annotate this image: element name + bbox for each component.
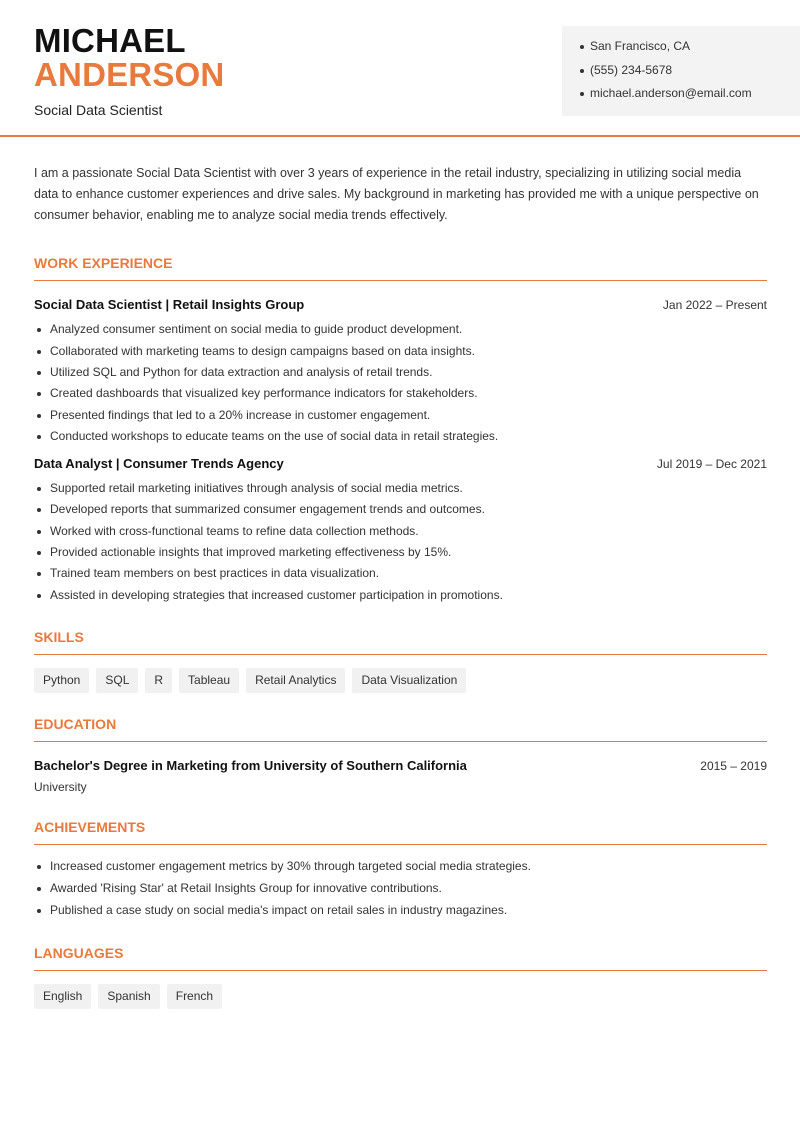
bullet-icon: [580, 92, 584, 96]
list-item: [34, 903, 767, 925]
resume-header: [0, 0, 800, 137]
language-tags: [34, 984, 767, 1009]
summary: I am a passionate Social Data Scientist with over 3 years of experience in the retail industry, specializing in utilizing social media data to enhance customer experiences and drive sales. My background in marketing has provided me with a unique perspective on consumer behavior, enabling me to analyze social media trends effectively.: [34, 166, 759, 222]
list-item: [34, 859, 767, 881]
list-item: [34, 524, 767, 545]
last-name: ANDERSON: [34, 56, 225, 93]
list-item-text: Utilized SQL and Python for data extraction and analysis of retail trends.: [50, 364, 433, 379]
list-item-text: Analyzed consumer sentiment on social media to guide product development.: [50, 322, 463, 337]
achievements-section: [34, 819, 767, 925]
job-entry: [34, 456, 767, 609]
list-item-text: Developed reports that summarized consumer engagement trends and outcomes.: [50, 502, 485, 517]
first-name: MICHAEL: [34, 22, 186, 59]
bullet-icon: [37, 487, 41, 491]
achievement-bullets: [34, 859, 767, 925]
job-header: [34, 456, 767, 471]
list-item: [34, 502, 767, 523]
bullet-icon: [37, 551, 41, 555]
list-item-text: Created dashboards that visualized key performance indicators for stakeholders.: [50, 386, 478, 401]
list-item-text: Supported retail marketing initiatives through analysis of social media metrics.: [50, 481, 463, 496]
contact-location: [580, 39, 800, 63]
contact-phone: [580, 63, 800, 87]
bullet-icon: [37, 887, 41, 891]
skill-tag: Retail Analytics: [246, 668, 345, 693]
bullet-icon: [37, 594, 41, 598]
language-tag: English: [34, 984, 91, 1009]
list-item-text: Provided actionable insights that improved marketing effectiveness by 15%.: [50, 545, 452, 560]
list-item-text: Presented findings that led to a 20% increase in customer engagement.: [50, 407, 431, 422]
list-item-text: Collaborated with marketing teams to design campaigns based on data insights.: [50, 343, 475, 358]
job-date: Jan 2022 – Present: [662, 298, 767, 313]
contact-box: [562, 26, 800, 116]
contact-email: [580, 86, 800, 110]
bullet-icon: [37, 350, 41, 354]
language-tag: French: [167, 984, 222, 1009]
job-role: Social Data Scientist | Retail Insights Group: [34, 297, 305, 313]
list-item-text: Awarded 'Rising Star' at Retail Insights Group for innovative contributions.: [50, 880, 442, 895]
job-entry: [34, 297, 767, 450]
section-title-work: WORK EXPERIENCE: [34, 255, 767, 281]
list-item: [34, 566, 767, 587]
bullet-icon: [37, 530, 41, 534]
bullet-icon: [37, 371, 41, 375]
list-item-text: Worked with cross-functional teams to refine data collection methods.: [50, 523, 419, 538]
list-item: [34, 881, 767, 903]
languages-section: [34, 945, 767, 1009]
education-header: [34, 758, 767, 773]
bullet-icon: [37, 508, 41, 512]
work-section: [34, 255, 767, 609]
education-date: 2015 – 2019: [700, 758, 767, 773]
bullet-icon: [37, 572, 41, 576]
contact-location-text: San Francisco, CA: [590, 39, 691, 53]
bullet-icon: [580, 69, 584, 73]
list-item: [34, 365, 767, 386]
section-title-achievements: ACHIEVEMENTS: [34, 819, 767, 845]
list-item: [34, 322, 767, 343]
education-school: University: [34, 779, 87, 794]
skill-tag: R: [145, 668, 172, 693]
language-tag: Spanish: [98, 984, 159, 1009]
bullet-icon: [37, 909, 41, 913]
list-item-text: Assisted in developing strategies that increased customer participation in promotions.: [50, 587, 503, 602]
bullet-icon: [580, 45, 584, 49]
education-degree: Bachelor's Degree in Marketing from University of Southern California: [34, 757, 467, 773]
education-section: [34, 716, 767, 794]
skill-tag: SQL: [96, 668, 138, 693]
list-item-text: Trained team members on best practices in data visualization.: [50, 566, 380, 581]
list-item-text: Published a case study on social media's impact on retail sales in industry magazines.: [50, 902, 508, 917]
name-block: [34, 24, 224, 118]
resume-body: [34, 137, 767, 1009]
section-title-languages: LANGUAGES: [34, 945, 767, 971]
job-role: Data Analyst | Consumer Trends Agency: [34, 456, 284, 472]
job-date: Jul 2019 – Dec 2021: [656, 457, 767, 472]
list-item: [34, 344, 767, 365]
bullet-icon: [37, 414, 41, 418]
list-item: [34, 588, 767, 609]
section-title-skills: SKILLS: [34, 629, 767, 655]
job-header: [34, 297, 767, 312]
bullet-icon: [37, 865, 41, 869]
section-title-education: EDUCATION: [34, 716, 767, 742]
list-item: [34, 545, 767, 566]
job-bullets: [34, 481, 767, 609]
job-title: Social Data Scientist: [34, 102, 163, 118]
job-bullets: [34, 322, 767, 450]
list-item: [34, 429, 767, 450]
bullet-icon: [37, 392, 41, 396]
contact-phone-text: (555) 234-5678: [590, 62, 673, 77]
skill-tag: Python: [34, 668, 89, 693]
skill-tag: Data Visualization: [352, 668, 466, 693]
list-item-text: Increased customer engagement metrics by 30% through targeted social media strategies.: [50, 858, 531, 873]
list-item: [34, 386, 767, 407]
list-item: [34, 481, 767, 502]
skill-tags: [34, 668, 767, 693]
skills-section: [34, 629, 767, 693]
list-item-text: Conducted workshops to educate teams on the use of social data in retail strategies.: [50, 428, 499, 443]
contact-email-text: michael.anderson@email.com: [590, 86, 752, 100]
bullet-icon: [37, 435, 41, 439]
bullet-icon: [37, 328, 41, 332]
skill-tag: Tableau: [179, 668, 239, 693]
list-item: [34, 408, 767, 429]
